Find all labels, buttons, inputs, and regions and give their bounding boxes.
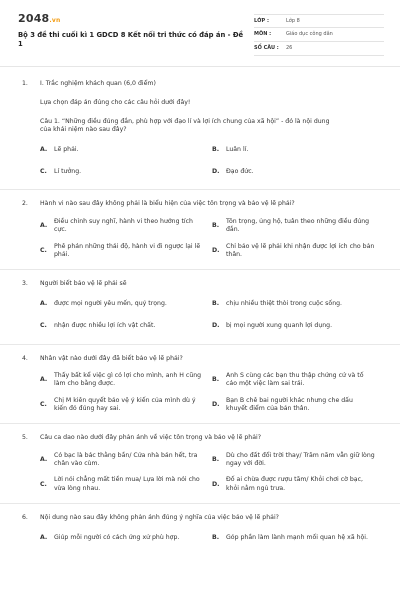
question-divider [0, 269, 400, 270]
meta-row-subject [254, 28, 384, 42]
option-letter: B. [212, 146, 220, 154]
option-d[interactable] [212, 165, 384, 179]
option-text: Chị M kiên quyết bảo vệ ý kiến của mình dù ý kiến đó đúng hay sai. [54, 396, 196, 413]
option-letter: D. [212, 246, 220, 254]
option-letter: A. [40, 221, 48, 229]
option-text: Có bạc là bác thằng bần/ Cửa nhà bán hết, tra chân vào cùm. [54, 451, 198, 468]
question-2 [0, 200, 400, 259]
option-letter: C. [40, 400, 47, 408]
answer-options [40, 532, 384, 546]
option-letter: C. [40, 246, 47, 254]
answer-options [40, 143, 384, 179]
answer-options [40, 452, 384, 493]
option-letter: B. [212, 376, 220, 384]
option-b[interactable] [212, 532, 384, 546]
question-number: 6. [22, 514, 28, 522]
option-letter: A. [40, 455, 48, 463]
logo-suffix: .vn [49, 17, 61, 24]
option-a[interactable] [40, 452, 212, 469]
option-letter: B. [212, 300, 220, 308]
option-b[interactable] [212, 372, 384, 389]
answer-options [40, 372, 384, 413]
option-letter: B. [212, 221, 220, 229]
option-d[interactable] [212, 243, 384, 260]
option-letter: B. [212, 455, 220, 463]
option-b[interactable] [212, 218, 384, 235]
meta-row-count [254, 42, 384, 56]
option-a[interactable] [40, 298, 212, 312]
question-4 [0, 355, 400, 414]
option-text: Đạo đức. [226, 168, 254, 176]
option-b[interactable] [212, 298, 384, 312]
option-b[interactable] [212, 452, 384, 469]
answer-options [40, 298, 384, 334]
option-text: Lí tưởng. [54, 168, 82, 176]
option-a[interactable] [40, 218, 212, 235]
option-c[interactable] [40, 320, 212, 334]
option-text: bị mọi người xung quanh lợi dụng. [226, 322, 333, 330]
option-letter: A. [40, 534, 48, 542]
option-text: nhận được nhiều lợi ích vật chất. [54, 322, 156, 330]
option-a[interactable] [40, 532, 212, 546]
question-6 [0, 514, 400, 545]
meta-value: Lớp 8 [286, 17, 300, 24]
option-a[interactable] [40, 372, 212, 389]
option-text: Thấy bất kể việc gì có lợi cho mình, anh H cũng làm cho bằng được. [54, 371, 202, 388]
option-b[interactable] [212, 143, 384, 157]
question-text: Hành vi nào sau đây không phải là biểu hiện của việc tôn trọng và bảo vệ lẽ phải? [40, 200, 295, 208]
option-text: Phê phán những thái độ, hành vi đi ngược lại lẽ phải. [54, 242, 201, 258]
meta-key: MÔN : [254, 31, 272, 38]
meta-row-class [254, 14, 384, 28]
answer-options [40, 218, 384, 259]
option-letter: B. [212, 534, 220, 542]
question-section-heading: I. Trắc nghiệm khách quan (6,0 điểm) [40, 80, 156, 87]
question-number: 3. [22, 280, 28, 288]
meta-value: 26 [286, 45, 293, 52]
option-letter: A. [40, 300, 48, 308]
question-3 [0, 280, 400, 333]
question-number: 2. [22, 200, 28, 208]
option-text: Bạn B chê bai người khác nhưng che dấu khuyết điểm của bản thân. [226, 396, 353, 413]
option-text: Đố ai chừa được rượu tăm/ Khỏi chơi cờ bạc, khỏi nằm ngủ trưa. [226, 476, 363, 492]
option-letter: C. [40, 480, 47, 488]
question-divider [0, 423, 400, 424]
option-letter: D. [212, 480, 220, 488]
option-letter: D. [212, 168, 220, 176]
question-text: Nhân vật nào dưới đây đã biết bảo vệ lẽ phải? [40, 354, 183, 362]
option-text: Lời nói chẳng mất tiền mua/ Lựa lời mà nói cho vừa lòng nhau. [54, 476, 200, 492]
option-letter: A. [40, 146, 48, 154]
option-d[interactable] [212, 476, 384, 493]
meta-key: SỐ CÂU : [254, 45, 279, 52]
option-d[interactable] [212, 397, 384, 414]
option-c[interactable] [40, 397, 212, 414]
question-divider [0, 189, 400, 190]
option-a[interactable] [40, 143, 212, 157]
option-d[interactable] [212, 320, 384, 334]
option-text: Chỉ bảo vệ lẽ phải khi nhận được lợi ích cho bản thân. [226, 242, 375, 258]
option-text: Góp phần làm lành mạnh mối quan hệ xã hội. [226, 534, 368, 542]
option-letter: C. [40, 168, 47, 176]
document-title: Bộ 3 đề thi cuối kì 1 GDCD 8 Kết nối tri thức có đáp án - Đề 1 [18, 31, 244, 49]
meta-key: LỚP : [254, 17, 269, 24]
question-number: 4. [22, 354, 28, 362]
question-text: Câu ca dao nào dưới đây phản ánh về việc tôn trọng và bảo vệ lẽ phải? [40, 434, 262, 442]
option-c[interactable] [40, 165, 212, 179]
question-instruction: Lựa chọn đáp án đúng cho các câu hỏi dưới đây! [40, 99, 191, 107]
page-header [0, 0, 400, 66]
question-divider [0, 344, 400, 345]
question-text: Nội dung nào sau đây không phản ánh đúng ý nghĩa của việc bảo vệ lẽ phải? [40, 514, 279, 522]
option-letter: D. [212, 400, 220, 408]
option-text: Dù cho đất đổi trời thay/ Trăm năm vẫn giữ lòng ngay với đời. [226, 451, 375, 468]
option-text: chịu nhiều thiệt thòi trong cuộc sống. [226, 300, 343, 308]
option-letter: D. [212, 322, 220, 330]
option-c[interactable] [40, 476, 212, 493]
question-5 [0, 434, 400, 493]
logo-number: 2048 [18, 12, 50, 25]
header-divider [0, 66, 400, 67]
meta-value: Giáo dục công dân [286, 31, 333, 38]
option-letter: A. [40, 376, 48, 384]
option-text: Anh S cùng các bạn thu thập chứng cứ và tố cáo một việc làm sai trái. [226, 371, 364, 388]
question-1 [0, 80, 400, 179]
meta-table [254, 14, 384, 56]
option-text: được mọi người yêu mến, quý trọng. [54, 300, 167, 308]
option-text: Lẽ phải. [54, 146, 79, 154]
question-divider [0, 503, 400, 504]
question-list [0, 80, 400, 546]
question-text: Người biết bảo vệ lẽ phải sẽ [40, 280, 127, 288]
option-text: Điều chỉnh suy nghĩ, hành vi theo hướng tích cực. [54, 217, 193, 234]
option-text: Luân lí. [226, 146, 249, 154]
question-number: 1. [22, 80, 28, 87]
option-text: Tôn trọng, ủng hộ, tuân theo những điều đúng đắn. [226, 217, 370, 234]
option-letter: C. [40, 322, 47, 330]
question-number: 5. [22, 434, 28, 442]
option-text: Giúp mỗi người có cách ứng xử phù hợp. [54, 534, 180, 542]
question-text: Câu 1. “Những điều đúng đắn, phù hợp với đạo lí và lợi ích chung của xã hội” - đó là nội dung của khái niệm nào sau đây? [40, 117, 330, 134]
option-c[interactable] [40, 243, 212, 260]
